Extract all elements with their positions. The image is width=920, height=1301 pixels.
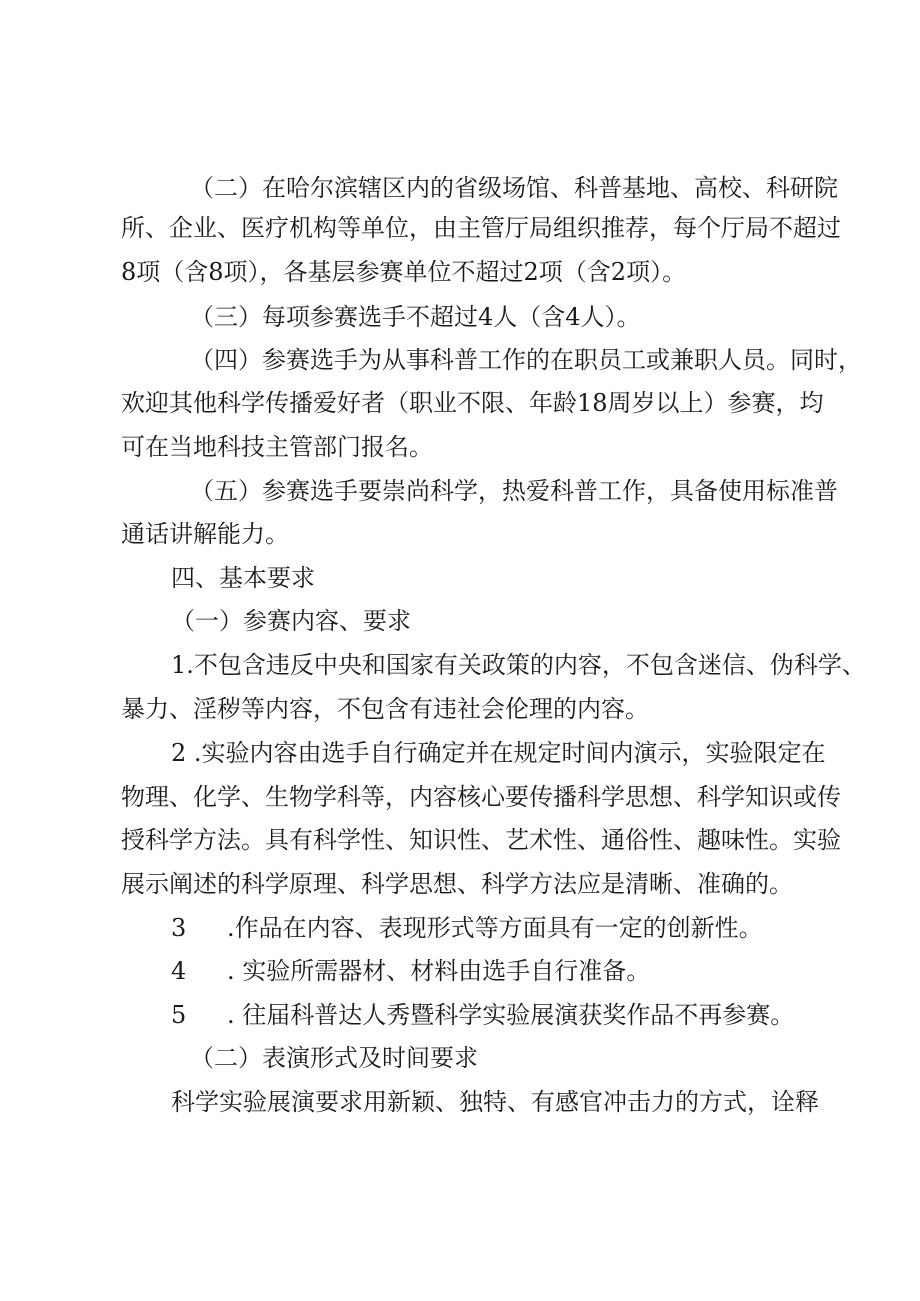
list-item-line: 展示阐述的科学原理、科学思想、科学方法应是清晰、准确的。 bbox=[121, 870, 793, 898]
list-item-line: 授科学方法。具有科学性、知识性、艺术性、通俗性、趣味性。实验 bbox=[121, 826, 841, 854]
list-item-number: 5 bbox=[171, 1001, 187, 1029]
list-item-line: 2 .实验内容由选手自行确定并在规定时间内演示，实验限定在 bbox=[171, 739, 826, 767]
list-item-text: . 实验所需器材、材料由选手自行准备。 bbox=[227, 957, 651, 985]
list-item-text: .作品在内容、表现形式等方面具有一定的创新性。 bbox=[227, 914, 763, 942]
list-item-line: 1.不包含违反中央和国家有关政策的内容，不包含迷信、伪科学、 bbox=[171, 651, 866, 679]
paragraph-line: 通话讲解能力。 bbox=[121, 520, 289, 548]
paragraph-line: （四）参赛选手为从事科普工作的在职员工或兼职人员。同时， bbox=[190, 346, 862, 374]
paragraph-line: （三）每项参赛选手不超过4人（含4人）。 bbox=[190, 303, 641, 331]
list-item bbox=[171, 913, 763, 943]
paragraph-line: 8项（含8项），各基层参赛单位不超过2项（含2项）。 bbox=[121, 258, 687, 286]
subsection-heading: （二）表演形式及时间要求 bbox=[190, 1044, 478, 1072]
subsection-heading: （一）参赛内容、要求 bbox=[171, 607, 411, 635]
paragraph-line: （二）在哈尔滨辖区内的省级场馆、科普基地、高校、科研院 bbox=[190, 174, 838, 202]
paragraph-line: 所、企业、医疗机构等单位，由主管厅局组织推荐，每个厅局不超过 bbox=[121, 214, 841, 242]
list-item-line: 暴力、淫秽等内容，不包含有违社会伦理的内容。 bbox=[121, 695, 649, 723]
list-item bbox=[171, 956, 650, 986]
list-item-number: 4 bbox=[171, 957, 187, 985]
section-heading: 四、基本要求 bbox=[171, 564, 315, 592]
paragraph-line: （五）参赛选手要崇尚科学，热爱科普工作，具备使用标准普 bbox=[190, 477, 838, 505]
list-item bbox=[171, 1000, 794, 1030]
paragraph-line: 可在当地科技主管部门报名。 bbox=[121, 433, 433, 461]
list-item-line: 物理、化学、生物学科等，内容核心要传播科学思想、科学知识或传 bbox=[121, 783, 841, 811]
paragraph-line: 科学实验展演要求用新颖、独特、有感官冲击力的方式，诠释 bbox=[171, 1088, 819, 1116]
list-item-text: . 往届科普达人秀暨科学实验展演获奖作品不再参赛。 bbox=[227, 1001, 795, 1029]
paragraph-line: 欢迎其他科学传播爱好者（职业不限、年龄18周岁以上）参赛，均 bbox=[121, 389, 824, 417]
list-item-number: 3 bbox=[171, 914, 187, 942]
